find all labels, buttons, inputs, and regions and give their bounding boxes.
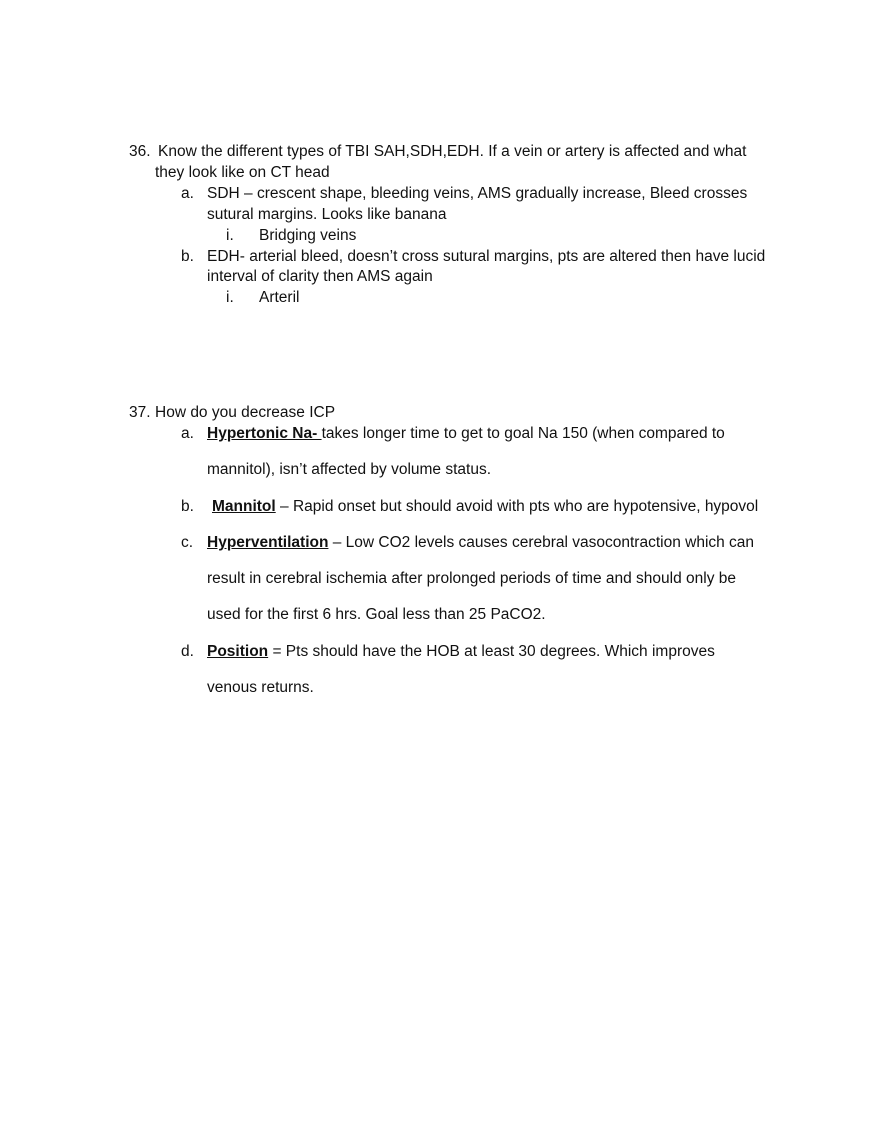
q37-number: 37. [129,404,151,421]
q37-b-line1-wrap [212,497,758,517]
q37-d-heading: Position [207,643,269,660]
q36-a-sub-text: Bridging veins [259,227,357,244]
q37-b-line1: – Rapid onset but should avoid with pts who are hypotensive, hypovol [275,498,759,515]
q37-d-line1: = Pts should have the HOB at least 30 degrees. Which improves [268,643,715,660]
q37-a-line1: takes longer time to get to goal Na 150 (when compared to [321,425,725,442]
q36-a-marker: a. [181,185,194,202]
q37-a-heading: Hypertonic Na- [207,425,322,442]
q37-a-line2: mannitol), isn’t affected by volume status. [207,461,492,478]
q36-text-line1: Know the different types of TBI SAH,SDH,EDH. If a vein or artery is affected and what [158,143,747,160]
q37-b-marker: b. [181,498,194,515]
q37-title: How do you decrease ICP [155,404,336,421]
q36-b-line2: interval of clarity then AMS again [207,268,433,285]
q37-c-line3: used for the first 6 hrs. Goal less than 25 PaCO2. [207,606,546,623]
q36-a-line1: SDH – crescent shape, bleeding veins, AMS gradually increase, Bleed crosses [207,185,748,202]
q37-c-line1-wrap [207,533,754,553]
q36-b-line1: EDH- arterial bleed, doesn’t cross sutural margins, pts are altered then have lucid [207,248,766,265]
q37-a-line1-wrap [207,424,725,444]
q36-b-sub-marker: i. [226,289,234,306]
q36-b-sub-text: Arteril [259,289,300,306]
q37-b-heading: Mannitol [212,498,276,515]
q37-a-marker: a. [181,425,194,442]
q36-text-line2: they look like on CT head [155,164,330,181]
q36-a-line2: sutural margins. Looks like banana [207,206,447,223]
q37-d-marker: d. [181,643,194,660]
q37-c-heading: Hyperventilation [207,534,329,551]
q36-b-marker: b. [181,248,194,265]
q36-number: 36. [129,143,151,160]
q37-c-line1: – Low CO2 levels causes cerebral vasocontraction which can [328,534,755,551]
q37-d-line1-wrap [207,642,715,662]
q36-a-sub-marker: i. [226,227,234,244]
q37-c-line2: result in cerebral ischemia after prolonged periods of time and should only be [207,570,737,587]
q37-d-line2: venous returns. [207,679,314,696]
q37-c-marker: c. [181,534,194,551]
